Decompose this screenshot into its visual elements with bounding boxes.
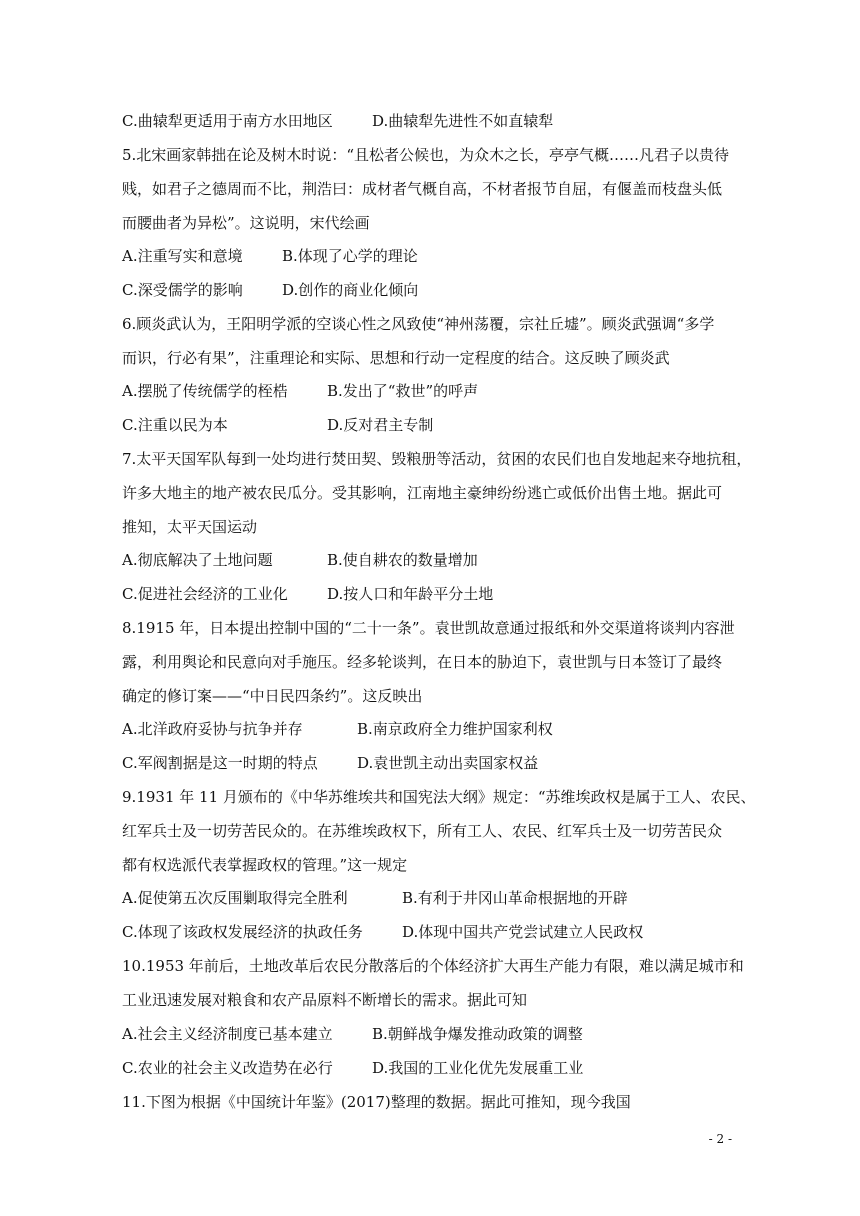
option-a: A.摆脱了传统儒学的桎梏 bbox=[122, 382, 288, 400]
option-c: C.曲辕犁更适用于南方水田地区 bbox=[122, 112, 333, 130]
option-d: D.袁世凯主动出卖国家权益 bbox=[357, 754, 539, 772]
option-c: C.深受儒学的影响 bbox=[122, 281, 243, 299]
option-b: B.发出了“救世”的呼声 bbox=[327, 382, 479, 400]
question-9-line-1: 9.1931 年 11 月颁布的《中华苏维埃共和国宪法大纲》规定：“苏维埃政权是属于工人、农民、 bbox=[122, 788, 756, 806]
option-b: B.南京政府全力维护国家利权 bbox=[357, 720, 553, 738]
option-c: C.促进社会经济的工业化 bbox=[122, 585, 288, 603]
option-c: C.农业的社会主义改造势在必行 bbox=[122, 1059, 333, 1077]
question-7-line-2: 许多大地主的地产被农民瓜分。受其影响，江南地主豪绅纷纷逃亡或低价出售土地。据此可 bbox=[122, 484, 723, 502]
option-d: D.曲辕犁先进性不如直辕犁 bbox=[372, 112, 554, 130]
option-c: C.注重以民为本 bbox=[122, 416, 228, 434]
question-5-line-1: 5.北宋画家韩拙在论及树木时说：“且松者公候也，为众木之长，亭亭气概……凡君子以贵待 bbox=[122, 146, 729, 164]
option-a: A.社会主义经济制度已基本建立 bbox=[122, 1025, 333, 1043]
option-d: D.反对君主专制 bbox=[327, 416, 434, 434]
question-11-line-1: 11.下图为根据《中国统计年鉴》(2017)整理的数据。据此可推知，现今我国 bbox=[122, 1093, 631, 1111]
option-d: D.按人口和年龄平分土地 bbox=[327, 585, 494, 603]
question-10-line-2: 工业迅速发展对粮食和农产品原料不断增长的需求。据此可知 bbox=[122, 991, 528, 1009]
question-8-line-3: 确定的修订案——“中日民四条约”。这反映出 bbox=[122, 687, 423, 705]
option-b: B.有利于井冈山革命根据地的开辟 bbox=[402, 889, 628, 907]
question-10-line-1: 10.1953 年前后，土地改革后农民分散落后的个体经济扩大再生产能力有限，难以满足城市和 bbox=[122, 957, 744, 975]
question-5-line-3: 而腰曲者为异松”。这说明，宋代绘画 bbox=[122, 214, 370, 232]
option-b: B.体现了心学的理论 bbox=[282, 247, 418, 265]
question-9-line-2: 红军兵士及一切劳苦民众的。在苏维埃政权下，所有工人、农民、红军兵士及一切劳苦民众 bbox=[122, 822, 723, 840]
question-8-line-2: 露，利用舆论和民意向对手施压。经多轮谈判，在日本的胁迫下，袁世凯与日本签订了最终 bbox=[122, 653, 723, 671]
question-8-line-1: 8.1915 年，日本提出控制中国的“二十一条”。袁世凯故意通过报纸和外交渠道将谈判内容泄 bbox=[122, 619, 735, 637]
question-9-line-3: 都有权选派代表掌握政权的管理。”这一规定 bbox=[122, 856, 408, 874]
question-6-line-2: 而识，行必有果”，注重理论和实际、思想和行动一定程度的结合。这反映了顾炎武 bbox=[122, 349, 670, 367]
option-b: B.使自耕农的数量增加 bbox=[327, 551, 478, 569]
option-c: C.军阀割据是这一时期的特点 bbox=[122, 754, 318, 772]
option-c: C.体现了该政权发展经济的执政任务 bbox=[122, 923, 363, 941]
question-7-line-1: 7.太平天国军队每到一处均进行焚田契、毁粮册等活动，贫困的农民们也自发地起来夺地抗租， bbox=[122, 450, 752, 468]
question-7-line-3: 推知，太平天国运动 bbox=[122, 518, 258, 536]
option-a: A.彻底解决了土地问题 bbox=[122, 551, 273, 569]
option-d: D.我国的工业化优先发展重工业 bbox=[372, 1059, 584, 1077]
option-a: A.促使第五次反围剿取得完全胜利 bbox=[122, 889, 348, 907]
question-5-line-2: 贱，如君子之德周而不比，荆浩曰：成材者气概自高，不材者报节自屈，有偃盖而枝盘头低 bbox=[122, 180, 723, 198]
page-number: - 2 - bbox=[708, 1132, 732, 1146]
option-d: D.创作的商业化倾向 bbox=[282, 281, 419, 299]
option-b: B.朝鲜战争爆发推动政策的调整 bbox=[372, 1025, 583, 1043]
option-a: A.注重写实和意境 bbox=[122, 247, 243, 265]
question-6-line-1: 6.顾炎武认为，王阳明学派的空谈心性之风致使“神州荡覆，宗社丘墟”。顾炎武强调“多学 bbox=[122, 315, 715, 333]
option-d: D.体现中国共产党尝试建立人民政权 bbox=[402, 923, 644, 941]
option-a: A.北洋政府妥协与抗争并存 bbox=[122, 720, 303, 738]
